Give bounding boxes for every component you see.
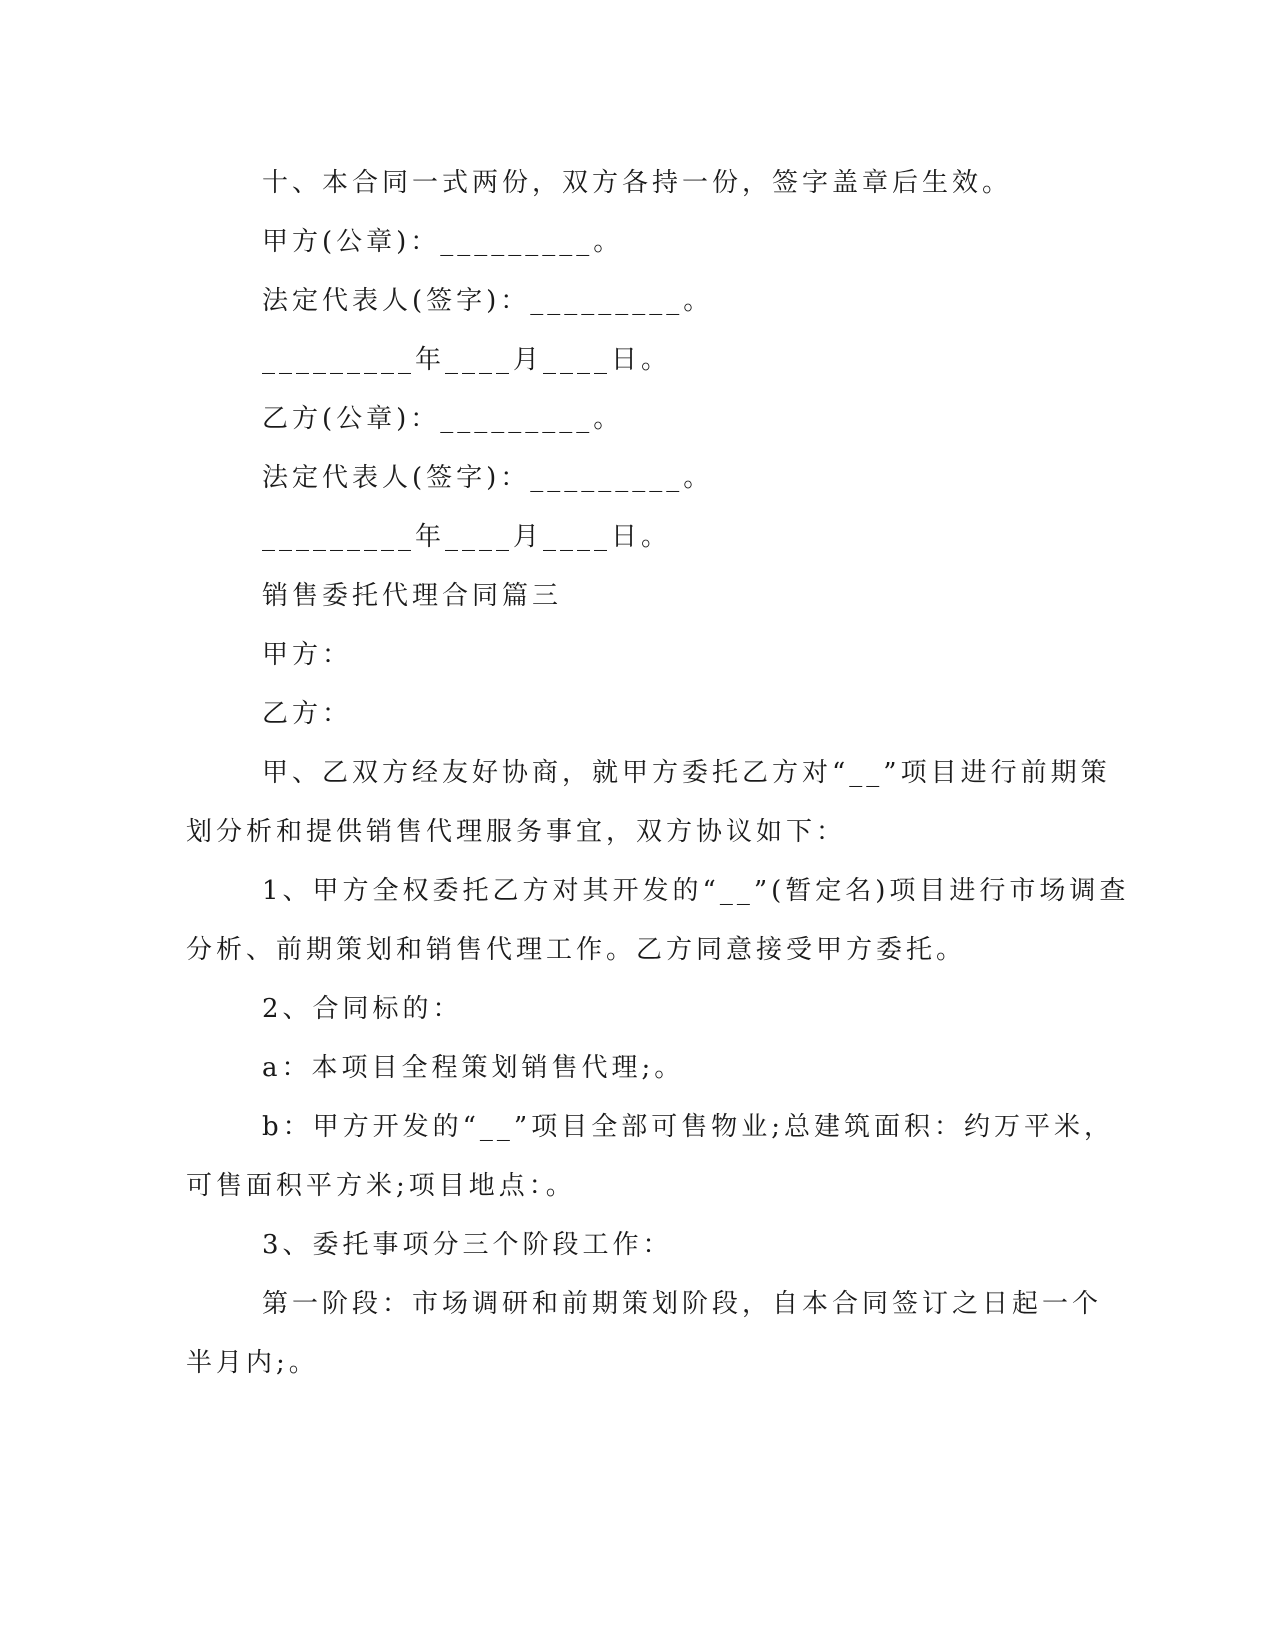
clause-two-b-line-1: b：甲方开发的“__”项目全部可售物业;总建筑面积：约万平米， bbox=[262, 1112, 1114, 1142]
party-a-seal: 甲方(公章)：_________。 bbox=[262, 227, 624, 257]
clause-one-line-1: 1、甲方全权委托乙方对其开发的“__”(暂定名)项目进行市场调查 bbox=[262, 876, 1130, 906]
clause-one-line-2: 分析、前期策划和销售代理工作。乙方同意接受甲方委托。 bbox=[186, 935, 967, 965]
stage-one-line-2: 半月内;。 bbox=[186, 1348, 319, 1378]
stage-one-line-1: 第一阶段：市场调研和前期策划阶段，自本合同签订之日起一个 bbox=[262, 1289, 1103, 1319]
party-b-label: 乙方： bbox=[262, 699, 353, 729]
party-a-representative: 法定代表人(签字)：_________。 bbox=[262, 286, 714, 316]
preamble-line-2: 划分析和提供销售代理服务事宜，双方协议如下： bbox=[186, 817, 847, 847]
party-b-seal: 乙方(公章)：_________。 bbox=[262, 404, 624, 434]
party-a-date: _________年____月____日。 bbox=[262, 345, 672, 375]
clause-two-a: a：本项目全程策划销售代理;。 bbox=[262, 1053, 685, 1083]
party-b-representative: 法定代表人(签字)：_________。 bbox=[262, 463, 714, 493]
party-b-date: _________年____月____日。 bbox=[262, 522, 672, 552]
preamble-line-1: 甲、乙双方经友好协商，就甲方委托乙方对“__”项目进行前期策 bbox=[262, 758, 1111, 788]
party-a-label: 甲方： bbox=[262, 640, 353, 670]
section-title: 销售委托代理合同篇三 bbox=[262, 581, 563, 611]
clause-two: 2、合同标的： bbox=[262, 994, 463, 1024]
clause-three: 3、委托事项分三个阶段工作： bbox=[262, 1230, 673, 1260]
clause-ten: 十、本合同一式两份，双方各持一份，签字盖章后生效。 bbox=[262, 168, 1013, 198]
clause-two-b-line-2: 可售面积平方米;项目地点：。 bbox=[186, 1171, 576, 1201]
